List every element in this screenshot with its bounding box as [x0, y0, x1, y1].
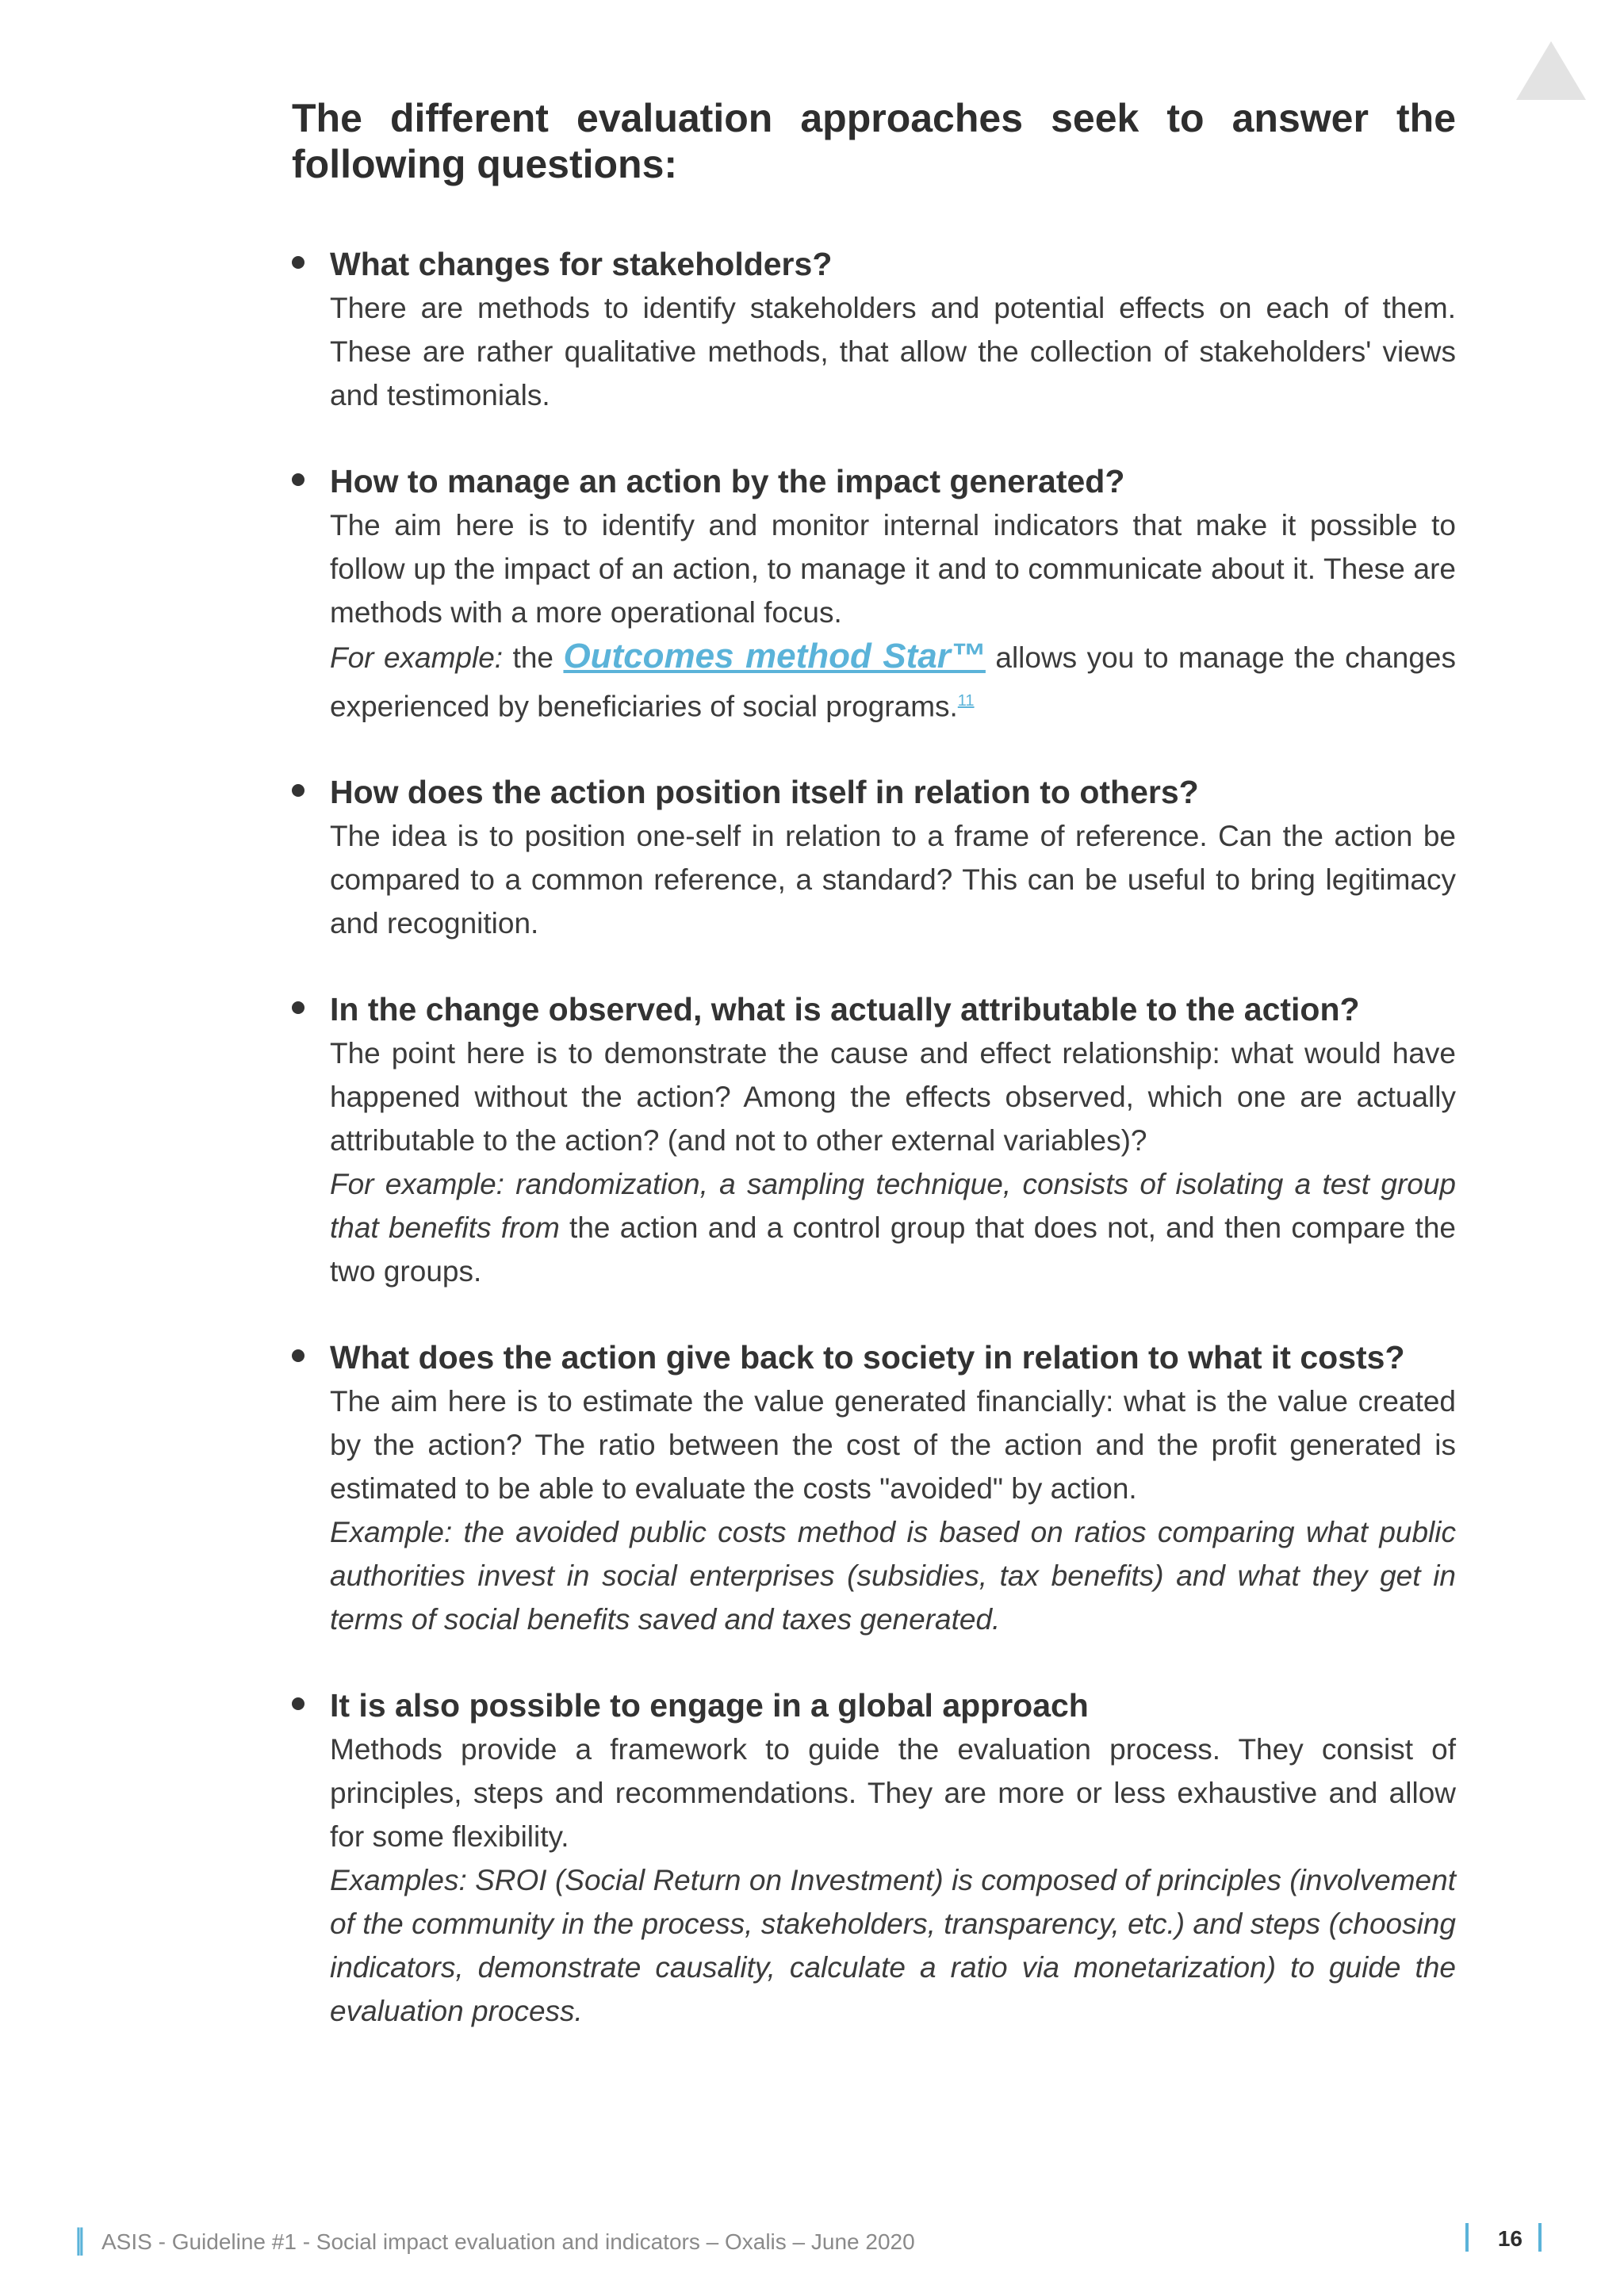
bullet-icon	[292, 1001, 304, 1014]
page-bar-right	[1538, 2223, 1542, 2252]
example-italic: For example: randomization, a sampling technique, consists of isolating a test group that benefits from	[330, 1168, 1456, 1245]
section-body: The aim here is to identify and monitor internal indicators that make it possible to follow up the impact of an action, to manage it and to communicate about it. These are methods with a more operational focus.	[330, 509, 1456, 629]
page-number-box	[1465, 2223, 1542, 2255]
section-body: The point here is to demonstrate the cause and effect relationship: what would have happened without the action? Among the effects observed, which one are actually attributable to the action? (and not to other external variables)?	[330, 1037, 1456, 1158]
example-pre-link: the	[503, 641, 564, 674]
bullet-icon	[292, 473, 304, 486]
page-footer	[75, 2223, 1542, 2258]
footnote-link[interactable]: 11	[957, 692, 975, 710]
section-example	[330, 634, 1456, 728]
bullet-icon	[292, 784, 304, 797]
page-heading: The different evaluation approaches seek to answer the following questions:	[292, 96, 1456, 186]
corner-triangle-decoration	[1516, 41, 1586, 100]
example-post-link: allows you to manage the changes experienced by beneficiaries of social programs.	[330, 641, 1457, 723]
list-item-manage-action	[292, 460, 1456, 728]
bullet-icon	[292, 1697, 304, 1710]
list-item-value	[292, 1336, 1456, 1641]
question-list	[292, 243, 1456, 2033]
section-question: What does the action give back to society in relation to what it costs?	[330, 1339, 1405, 1376]
section-body: The aim here is to estimate the value generated financially: what is the value created by the action? The ratio between the cost of the action and the profit generated is estimated to be able to evaluate the costs "avoided" by action.	[330, 1385, 1456, 1506]
page-number: 16	[1497, 2226, 1522, 2251]
section-question: It is also possible to engage in a global approach	[330, 1687, 1089, 1724]
section-body: There are methods to identify stakeholders and potential effects on each of them. These are rather qualitative methods, that allow the collection of stakeholders' views and testimonials.	[330, 292, 1456, 411]
page-content	[292, 95, 1456, 2076]
list-item-attribution	[292, 988, 1456, 1293]
example-regular: the action and a control group that does not, and then compare the two groups.	[330, 1211, 1456, 1288]
list-item-position	[292, 771, 1456, 945]
bullet-icon	[292, 1349, 304, 1362]
page-bar-left	[1465, 2223, 1469, 2252]
outcomes-star-link[interactable]: Outcomes method Star™	[563, 637, 986, 675]
list-item-stakeholders	[292, 243, 1456, 417]
section-body: The idea is to position one-self in relation to a frame of reference. Can the action be compared to a common reference, a standard? This can be useful to bring legitimacy and recognition.	[330, 820, 1456, 940]
list-item-global-approach	[292, 1684, 1456, 2033]
section-question: In the change observed, what is actually attributable to the action?	[330, 991, 1360, 1028]
section-example: Example: the avoided public costs method is based on ratios comparing what public authorities invest in social enterprises (subsidies, tax benefits) and what they get in terms of social benefits saved and taxes generated.	[330, 1516, 1456, 1636]
section-body: Methods provide a framework to guide the evaluation process. They consist of principles, steps and recommendations. They are more or less exhaustive and allow for some flexibility.	[330, 1733, 1456, 1854]
section-question: How to manage an action by the impact generated?	[330, 463, 1125, 499]
footer-text: ASIS - Guideline #1 - Social impact evaluation and indicators – Oxalis – June 2020	[102, 2229, 915, 2254]
footer-bars-decoration: ||	[75, 2223, 81, 2256]
example-prefix: For example:	[330, 641, 504, 674]
section-example	[330, 1162, 1456, 1293]
section-example: Examples: SROI (Social Return on Investment) is composed of principles (involvement of the community in the process, stakeholders, transparency, etc.) and steps (choosing indicators, demonstrate causality, calculate a ratio via monetarization) to guide the evaluation process.	[330, 1864, 1456, 2028]
section-question: How does the action position itself in relation to others?	[330, 774, 1199, 811]
section-question: What changes for stakeholders?	[330, 246, 833, 282]
bullet-icon	[292, 256, 304, 269]
